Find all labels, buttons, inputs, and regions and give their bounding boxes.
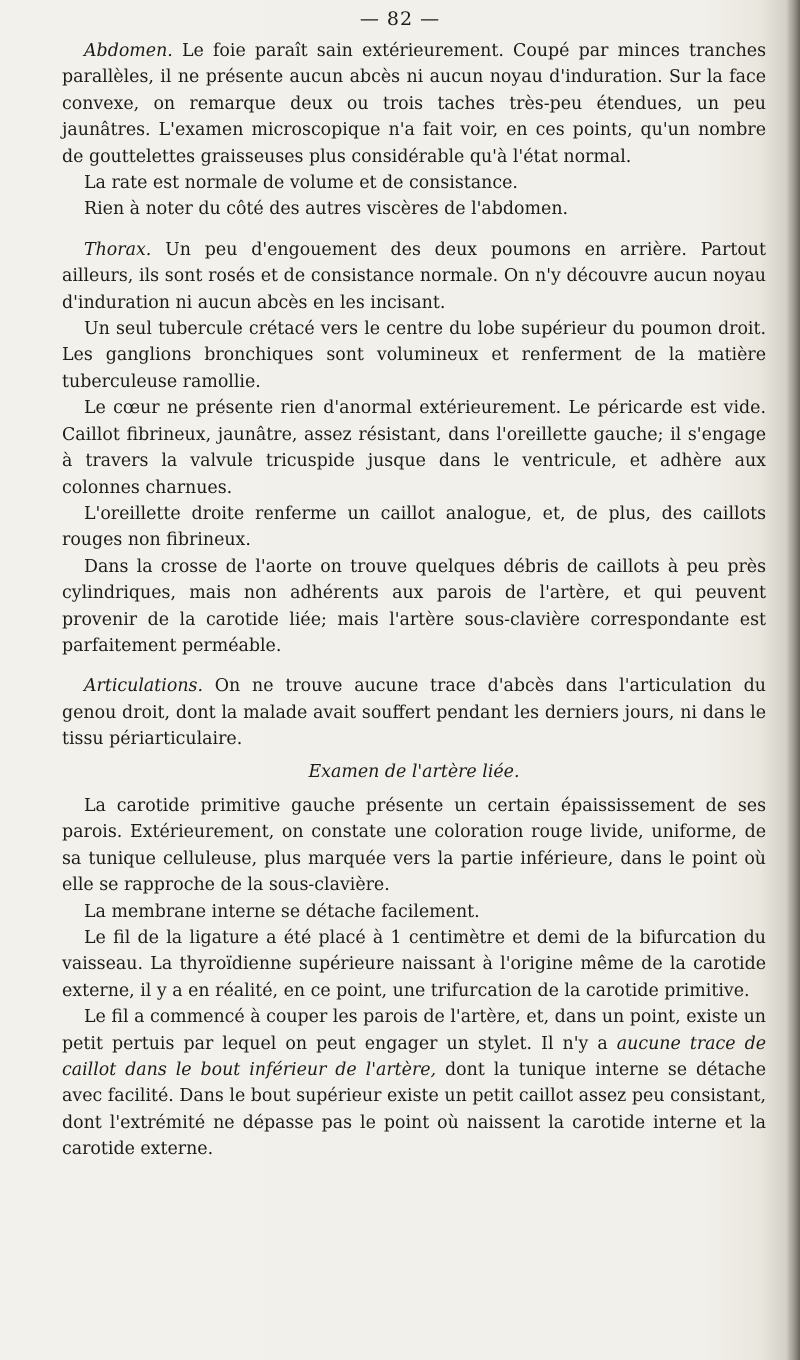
- page-number: — 82 —: [359, 8, 441, 30]
- italic-emphasis: aucune trace de caillot dans le bout inférieur de l'artère,: [62, 1033, 766, 1081]
- paragraph-text: Un peu d'engouement des deux poumons en arrière. Partout ailleurs, ils sont rosés et de consistance normale. On n'y découvre aucun noyau d'induration ni aucun abcès en les incisant.: [62, 239, 766, 313]
- paragraph-text: dont la tunique interne se détache avec facilité. Dans le bout supérieur existe un petit caillot assez peu consistant, dont l'extrémité ne dépasse pas le point où naissent la carotide interne et la carotide externe.: [62, 1060, 766, 1160]
- section-heading: Examen de l'artère liée.: [308, 761, 520, 782]
- paragraph-text: On ne trouve aucune trace d'abcès dans l'articulation du genou droit, dont la malade avait souffert pendant les derniers jours, ni dans le tissu périarticulaire.: [62, 676, 766, 750]
- paragraph-viscera: Rien à noter du côté des autres viscères de l'abdomen.: [84, 199, 569, 220]
- paragraph-text: Le foie paraît sain extérieurement. Coupé par minces tranches parallèles, il ne présente aucun abcès ni aucun noyau d'induration. Sur la face convexe, on remarque deux ou trois taches très-peu étendues, un peu jaunâtres. L'examen microscopique n'a fait voir, en ces points, qu'un nombre de gouttelettes graisseuses plus considérable qu'à l'état normal.: [62, 41, 766, 167]
- page-body: [62, 38, 766, 1163]
- section-lead-thorax: Thorax.: [84, 239, 152, 260]
- paragraph-membrane: La membrane interne se détache facilement.: [84, 901, 480, 922]
- paragraph-carotide: La carotide primitive gauche présente un certain épaississement de ses parois. Extérieurement, on constate une coloration rouge livide, uniforme, de sa tunique celluleuse, plus marquée vers la partie inférieure, dans le point où elle se rapproche de la sous-clavière.: [62, 795, 766, 896]
- paragraph-abdomen: [62, 38, 766, 170]
- paragraph-coeur: Le cœur ne présente rien d'anormal extérieurement. Le péricarde est vide. Caillot fibrineux, jaunâtre, assez résistant, dans l'oreillette gauche; il s'engage à travers la valvule tricuspide jusque dans le ventricule, et adhère aux colonnes charnues.: [62, 398, 766, 498]
- section-lead-abdomen: Abdomen.: [84, 41, 173, 61]
- paragraph-tubercule: Un seul tubercule crétacé vers le centre du lobe supérieur du poumon droit. Les ganglions bronchiques sont volumineux et renferment de la matière tuberculeuse ramollie.: [62, 319, 766, 392]
- paragraph-articulations: [62, 673, 766, 752]
- paragraph-rate: La rate est normale de volume et de consistance.: [84, 173, 518, 194]
- page-edge-shadow: [786, 0, 800, 1360]
- paragraph-aorte: Dans la crosse de l'aorte on trouve quelques débris de caillots à peu près cylindriques, mais non adhérents aux parois de l'artère, et qui peuvent provenir de la carotide liée; mais l'artère sous-clavière correspondante est parfaitement perméable.: [62, 556, 766, 656]
- paragraph-oreillette: L'oreillette droite renferme un caillot analogue, et, de plus, des caillots rouges non fibrineux.: [62, 503, 766, 551]
- paragraph-thorax: [62, 237, 766, 316]
- paragraph-pertuis: [62, 1004, 766, 1162]
- paragraph-ligature: Le fil de la ligature a été placé à 1 centimètre et demi de la bifurcation du vaisseau. La thyroïdienne supérieure naissant à l'origine même de la carotide externe, il y a en réalité, en ce point, une trifurcation de la carotide primitive.: [62, 928, 766, 1001]
- paragraph-text: Le fil a commencé à couper les parois de l'artère, et, dans un point, existe un petit pertuis par lequel on peut engager un stylet. Il n'y a: [62, 1007, 766, 1054]
- section-lead-articulations: Articulations.: [84, 676, 203, 697]
